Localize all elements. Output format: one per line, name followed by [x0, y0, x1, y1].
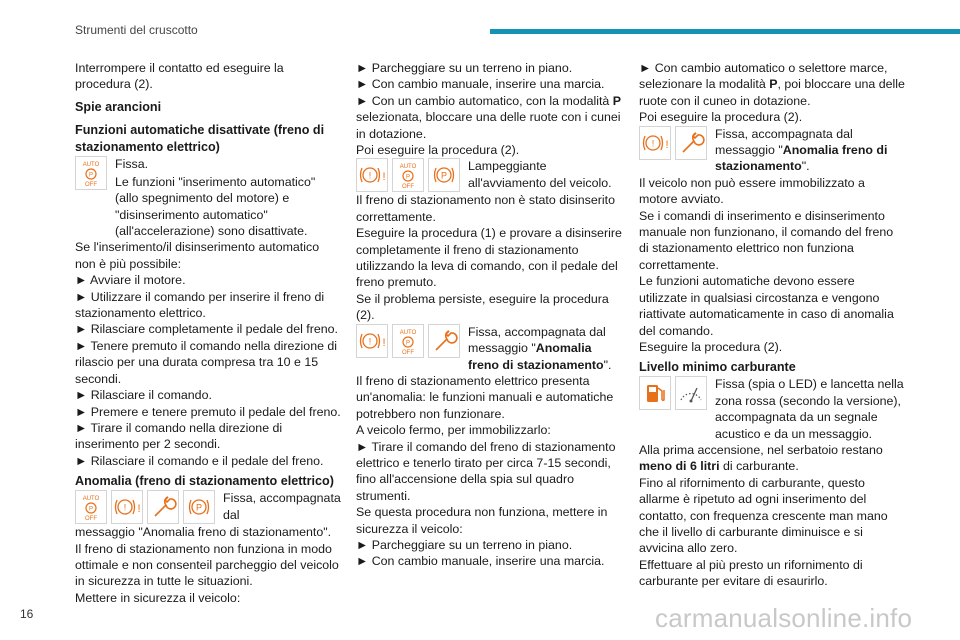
- paragraph: Effettuare al più presto un rifornimento di carburante per evitare di esaurirlo.: [639, 557, 863, 589]
- brake-warning-icon: [356, 324, 388, 358]
- step: ► Con cambio automatico o selettore marce, selezionare la modalità P, poi bloccare una delle ruote con il cuneo in dotazione.: [639, 61, 905, 108]
- step: ► Con cambio manuale, inserire una marcia.: [356, 77, 605, 92]
- fuel-pump-icon: [639, 376, 671, 410]
- auto-off-parking-brake-icon: [392, 158, 424, 192]
- auto-off-parking-brake-icon: [392, 324, 424, 358]
- step: ► Rilasciare il comando.: [75, 388, 212, 403]
- svg-text:!: !: [382, 171, 386, 184]
- paragraph: Eseguire la procedura (2).: [639, 339, 783, 354]
- step: ► Utilizzare il comando per inserire il freno di stazionamento elettrico.: [75, 289, 325, 321]
- paragraph: Le funzioni "inserimento automatico" (allo spegnimento del motore) e "disinserimento automatico" (all'accelerazione) sono disattivate.: [115, 174, 316, 239]
- brake-warning-icon: [356, 158, 388, 192]
- step: ► Con un cambio automatico, con la modalità P selezionata, bloccare una delle ruote con i cunei in dotazione.: [356, 93, 622, 141]
- paragraph: Interrompere il contatto ed eseguire la procedura (2).: [75, 61, 284, 92]
- svg-text:!: !: [665, 138, 669, 151]
- warning-state: Fissa, accompagnata dal messaggio "Anomalia freno di stazionamento".: [468, 324, 612, 372]
- svg-text:!: !: [368, 170, 372, 181]
- svg-text:OFF: OFF: [85, 181, 97, 188]
- paragraph: Il freno di stazionamento elettrico presenta un'anomalia: le funzioni manuali e automatiche potrebbero non funzionare.: [356, 373, 614, 421]
- paragraph: Il veicolo non può essere immobilizzato a motore avviato.: [639, 175, 865, 207]
- svg-text:P: P: [88, 172, 94, 179]
- heading-anomalia-freno: Anomalia (freno di stazionamento elettrico): [75, 474, 334, 489]
- warning-row-anomalia-2: [356, 324, 622, 373]
- svg-text:!: !: [651, 138, 655, 149]
- step: ► Avviare il motore.: [75, 273, 186, 288]
- svg-text:OFF: OFF: [85, 516, 97, 523]
- svg-text:!: !: [137, 503, 141, 516]
- paragraph: Alla prima accensione, nel serbatoio restano meno di 6 litri di carburante.: [639, 442, 883, 474]
- step: ► Tirare il comando nella direzione di inserimento per 2 secondi.: [75, 420, 283, 452]
- step: ► Premere e tenere premuto il pedale del freno.: [75, 404, 341, 419]
- step: ► Rilasciare completamente il pedale del freno.: [75, 322, 338, 337]
- wrench-icon: [428, 324, 460, 358]
- header-title: Strumenti del cruscotto: [75, 23, 198, 37]
- warning-state: Fissa, accompagnata dal: [223, 491, 341, 522]
- paragraph: Mettere in sicurezza il veicolo:: [75, 590, 241, 605]
- svg-text:!: !: [368, 336, 372, 347]
- parking-brake-icon: [428, 158, 460, 192]
- warning-state: Lampeggiante all'avviamento del veicolo.: [468, 159, 612, 190]
- paragraph: Fino al rifornimento di carburante, questo allarme è ripetuto ad ogni inserimento del contatto, con frequenza crescente man mano che il livello di carburante diminuisce e si avvicina allo zero.: [639, 475, 888, 556]
- svg-text:OFF: OFF: [402, 184, 414, 191]
- svg-text:P: P: [440, 170, 448, 181]
- page-number: 16: [20, 607, 34, 621]
- brake-warning-icon: [639, 126, 671, 160]
- parking-brake-icon: [183, 490, 215, 524]
- auto-off-parking-brake-icon: [75, 156, 107, 190]
- svg-text:P: P: [405, 340, 411, 347]
- paragraph: Il freno di stazionamento non è stato disinserito correttamente.: [356, 193, 615, 224]
- wrench-icon: [147, 490, 179, 524]
- watermark: carmanualsonline.info: [655, 603, 913, 633]
- step: ► Con cambio manuale, inserire una marcia.: [356, 554, 605, 569]
- paragraph: Se questa procedura non funziona, mettere in sicurezza il veicolo:: [356, 505, 608, 536]
- svg-text:P: P: [88, 506, 94, 513]
- paragraph: Poi eseguire la procedura (2).: [356, 143, 520, 158]
- header-accent-bar: [490, 29, 960, 34]
- column-2: [356, 60, 622, 570]
- warning-row-anomalia: [75, 490, 341, 524]
- warning-state: Fissa, accompagnata dal messaggio "Anomalia freno di stazionamento".: [715, 126, 888, 174]
- svg-text:AUTO: AUTO: [399, 164, 417, 171]
- heading-funzioni-automatiche: Funzioni automatiche disattivate (freno di stazionamento elettrico): [75, 122, 325, 154]
- paragraph: Le funzioni automatiche devono essere utilizzate in qualsiasi circostanza e vengono riattivate automaticamente in caso di anomalia del comando.: [639, 274, 894, 338]
- warning-row-anomalia-3: [639, 126, 905, 175]
- paragraph: Se i comandi di inserimento e disinserimento manuale non funzionano, il comando del freno di stazionamento elettrico non funziona correttamente.: [639, 208, 894, 272]
- paragraph: Se l'inserimento/il disinserimento automatico non è più possibile:: [75, 240, 320, 271]
- column-1: [75, 60, 341, 606]
- step: ► Parcheggiare su un terreno in piano.: [356, 61, 573, 75]
- warning-state: Fissa (spia o LED) e lancetta nella zona rossa (secondo la versione), accompagnata da un segnale acustico e da un messaggio.: [715, 377, 904, 441]
- warning-row-fuel: [639, 376, 905, 442]
- heading-spie-arancioni: Spie arancioni: [75, 99, 162, 114]
- paragraph: Se il problema persiste, eseguire la procedura (2).: [356, 291, 609, 323]
- step: ► Parcheggiare su un terreno in piano.: [356, 537, 573, 552]
- svg-text:OFF: OFF: [402, 349, 414, 356]
- column-3: [639, 60, 905, 590]
- step: ► Rilasciare il comando e il pedale del freno.: [75, 453, 324, 468]
- svg-text:AUTO: AUTO: [82, 161, 100, 168]
- svg-text:P: P: [405, 174, 411, 181]
- step: ► Tirare il comando del freno di stazionamento elettrico e tenerlo tirato per circa 7-15 secondi, fino all'accensione della spia sul quadro strumenti.: [356, 439, 616, 503]
- svg-text:AUTO: AUTO: [82, 496, 100, 503]
- fuel-gauge-needle-icon: [675, 376, 707, 410]
- svg-text:!: !: [123, 502, 127, 513]
- step: ► Tenere premuto il comando nella direzione di rilascio per una durata compresa tra 10 e 15 secondi.: [75, 338, 338, 386]
- paragraph: A veicolo fermo, per immobilizzarlo:: [356, 423, 551, 438]
- brake-warning-icon: [111, 490, 143, 524]
- paragraph: Eseguire la procedura (1) e provare a disinserire completamente il freno di stazionamento utilizzando la leva di comando, con il pedale del freno premuto.: [356, 226, 622, 290]
- paragraph: messaggio "Anomalia freno di stazionamento".: [75, 525, 332, 540]
- paragraph: Il freno di stazionamento non funziona in modo ottimale e non consenteil parcheggio del veicolo in sicurezza in tutte le situazioni.: [75, 541, 339, 589]
- warning-state: Fissa.: [115, 156, 149, 171]
- warning-row-lampeggiante: [356, 158, 622, 192]
- heading-livello-minimo-carburante: Livello minimo carburante: [639, 360, 796, 375]
- paragraph: Poi eseguire la procedura (2).: [639, 110, 803, 125]
- auto-off-parking-brake-icon: [75, 490, 107, 524]
- svg-text:AUTO: AUTO: [399, 329, 417, 336]
- svg-text:!: !: [382, 336, 386, 349]
- svg-text:P: P: [195, 502, 203, 513]
- wrench-icon: [675, 126, 707, 160]
